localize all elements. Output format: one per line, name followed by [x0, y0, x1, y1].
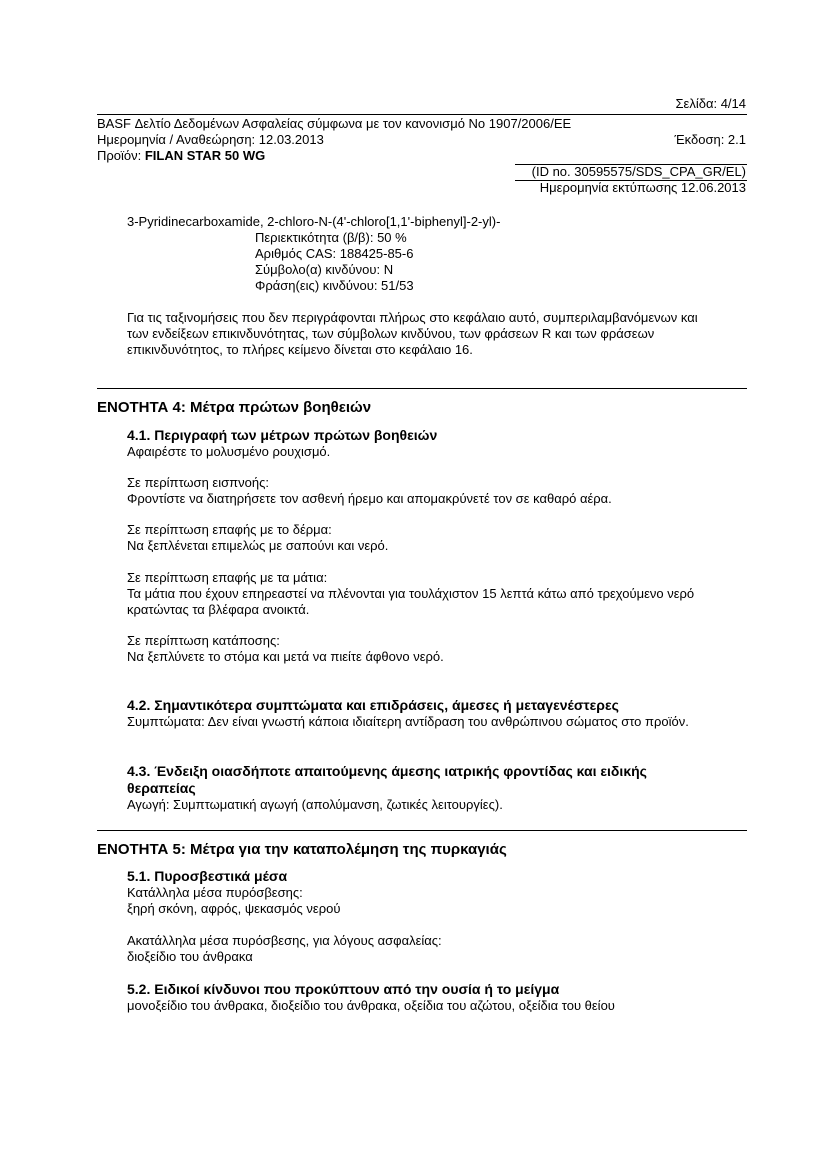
eye-text: Τα μάτια που έχουν επηρεαστεί να πλένονται για τουλάχιστον 15 λεπτά κάτω από τρεχούμενο νερό	[127, 586, 695, 601]
inhalation-label: Σε περίπτωση εισπνοής:	[127, 475, 269, 490]
product-name: FILAN STAR 50 WG	[144, 148, 266, 163]
section-5-title: ΕΝΟΤΗΤΑ 5: Μέτρα για την καταπολέμηση της πυρκαγιάς	[97, 841, 507, 858]
special-hazards-text: μονοξείδιο του άνθρακα, διοξείδιο του άνθρακα, οξείδια του αζώτου, οξείδια του θείου	[127, 998, 615, 1013]
header-rule	[97, 114, 747, 115]
product-label: Προϊόν:	[97, 148, 145, 163]
symptoms-text: Συμπτώματα: Δεν είναι γνωστή κάποια ιδιαίτερη αντίδραση του ανθρώπινου σώματος στο προϊόν.	[127, 714, 689, 729]
treatment-text: Αγωγή: Συμπτωματική αγωγή (απολύμανση, ζωτικές λειτουργίες).	[127, 797, 503, 812]
inhalation-text: Φροντίστε να διατηρήσετε τον ασθενή ήρεμο και απομακρύνετέ τον σε καθαρό αέρα.	[127, 491, 612, 506]
ingestion-text: Να ξεπλύνετε το στόμα και μετά να πιείτε άφθονο νερό.	[127, 649, 444, 664]
revision-date: Ημερομηνία / Αναθεώρηση: 12.03.2013	[97, 132, 324, 147]
subsection-4-1-title: 4.1. Περιγραφή των μέτρων πρώτων βοηθειών	[127, 427, 438, 443]
subsection-5-1-title: 5.1. Πυροσβεστικά μέσα	[127, 868, 288, 884]
product-line	[97, 148, 265, 164]
document-title: BASF Δελτίο Δεδομένων Ασφαλείας σύμφωνα με τον κανονισμό Νο 1907/2006/ΕΕ	[97, 116, 572, 131]
subsection-4-2-title: 4.2. Σημαντικότερα συμπτώματα και επιδράσεις, άμεσες ή μεταγενέστερες	[127, 697, 619, 713]
substance-symbol: Σύμβολο(α) κινδύνου: N	[255, 262, 394, 277]
section-rule	[97, 830, 747, 831]
general-advice: Αφαιρέστε το μολυσμένο ρουχισμό.	[127, 444, 331, 459]
print-date: Ημερομηνία εκτύπωσης 12.06.2013	[539, 180, 746, 195]
note-line: επικινδυνότητος, το πλήρες κείμενο δίνεται στο κεφάλαιο 16.	[127, 342, 473, 357]
section-rule	[97, 388, 747, 389]
eye-label: Σε περίπτωση επαφής με τα μάτια:	[127, 570, 328, 585]
unsuitable-media-label: Ακατάλληλα μέσα πυρόσβεσης, για λόγους ασφαλείας:	[127, 933, 442, 948]
suitable-media-text: ξηρή σκόνη, αφρός, ψεκασμός νερού	[127, 901, 341, 916]
skin-label: Σε περίπτωση επαφής με το δέρμα:	[127, 522, 332, 537]
suitable-media-label: Κατάλληλα μέσα πυρόσβεσης:	[127, 885, 303, 900]
skin-text: Να ξεπλένεται επιμελώς με σαπούνι και νερό.	[127, 538, 389, 553]
substance-name: 3-Pyridinecarboxamide, 2-chloro-N-(4'-chloro[1,1'-biphenyl]-2-yl)-	[127, 214, 501, 229]
document-id: (ID no. 30595575/SDS_CPA_GR/EL)	[531, 164, 746, 179]
note-line: Για τις ταξινομήσεις που δεν περιγράφονται πλήρως στο κεφάλαιο αυτό, συμπεριλαμβανόμενων και	[127, 310, 698, 325]
section-4-title: ΕΝΟΤΗΤΑ 4: Μέτρα πρώτων βοηθειών	[97, 399, 372, 416]
unsuitable-media-text: διοξείδιο του άνθρακα	[127, 949, 253, 964]
page-number: Σελίδα: 4/14	[675, 96, 746, 111]
eye-text: κρατώντας τα βλέφαρα ανοικτά.	[127, 602, 310, 617]
subsection-5-2-title: 5.2. Ειδικοί κίνδυνοι που προκύπτουν από την ουσία ή το μείγμα	[127, 981, 560, 997]
note-line: των ενδείξεων επικινδυνότητας, των σύμβολων κινδύνου, των φράσεων R και των φράσεων	[127, 326, 655, 341]
substance-cas: Αριθμός CAS: 188425-85-6	[255, 246, 414, 261]
substance-content: Περιεκτικότητα (β/β): 50 %	[255, 230, 407, 245]
edition: Έκδοση: 2.1	[674, 132, 746, 147]
subsection-4-3-title: θεραπείας	[127, 780, 196, 796]
ingestion-label: Σε περίπτωση κατάποσης:	[127, 633, 280, 648]
substance-phrases: Φράση(εις) κινδύνου: 51/53	[255, 278, 414, 293]
subsection-4-3-title: 4.3. Ένδειξη οιασδήποτε απαιτούμενης άμεσης ιατρικής φροντίδας και ειδικής	[127, 763, 647, 779]
